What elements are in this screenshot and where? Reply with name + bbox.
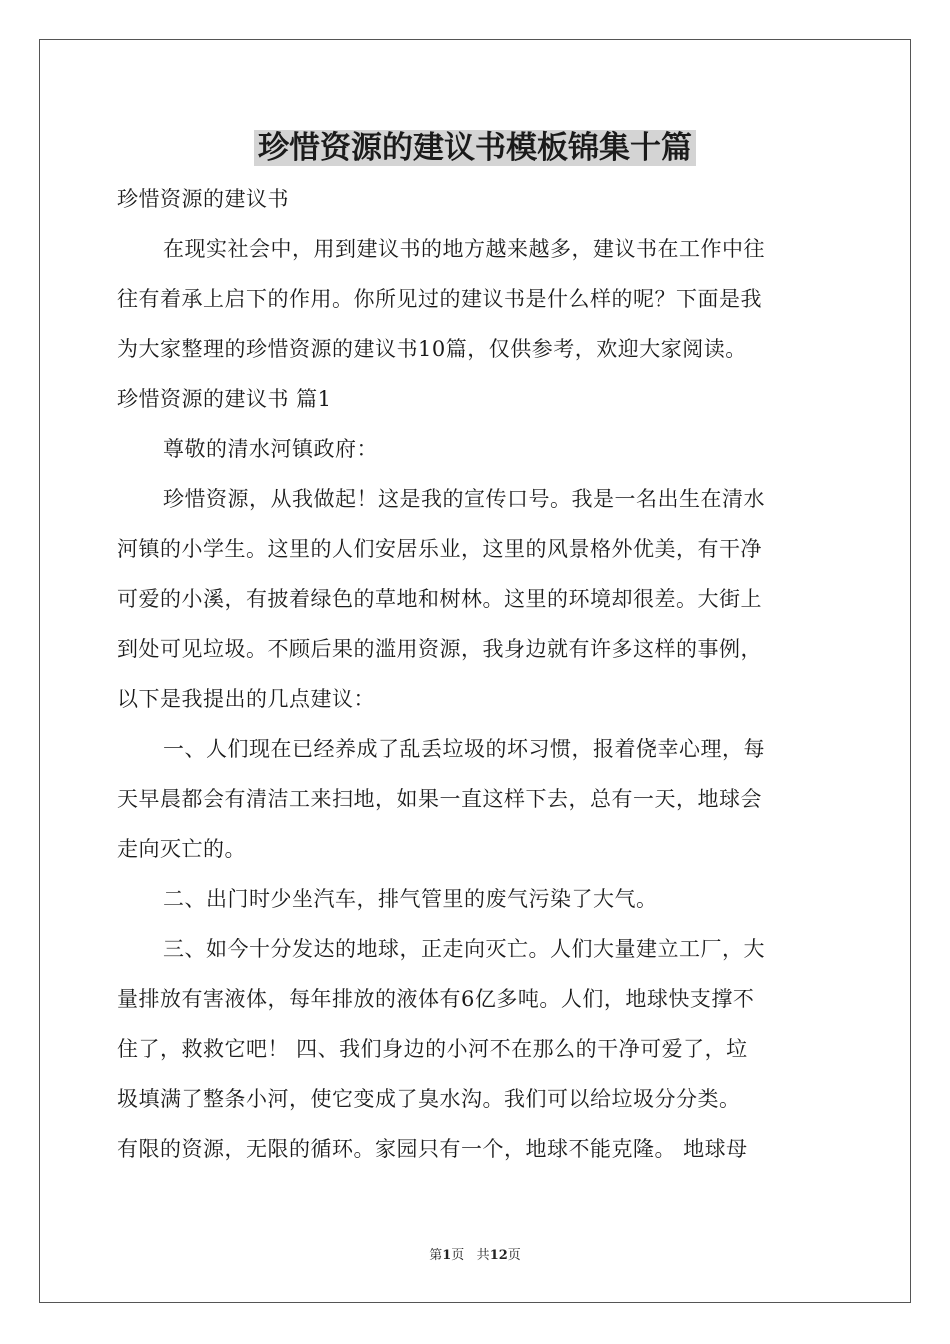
text-line: 以下是我提出的几点建议： bbox=[117, 687, 375, 711]
text-line: 河镇的小学生。这里的人们安居乐业，这里的风景格外优美，有干净 bbox=[117, 537, 762, 561]
text-line: 圾填满了整条小河，使它变成了臭水沟。我们可以给垃圾分分类。 bbox=[117, 1087, 741, 1111]
text-line: 尊敬的清水河镇政府： bbox=[163, 437, 378, 461]
text-line: 住了，救救它吧！ 四、我们身边的小河不在那么的干净可爱了，垃 bbox=[117, 1037, 748, 1061]
text-line: 三、如今十分发达的地球，正走向灭亡。人们大量建立工厂，大 bbox=[163, 937, 765, 961]
footer-total-suffix: 页 bbox=[507, 1248, 521, 1263]
text-line: 二、出门时少坐汽车，排气管里的废气污染了大气。 bbox=[163, 887, 658, 911]
text-line: 为大家整理的珍惜资源的建议书10篇，仅供参考，欢迎大家阅读。 bbox=[117, 337, 747, 361]
text-line: 往有着承上启下的作用。你所见过的建议书是什么样的呢？下面是我 bbox=[117, 287, 762, 311]
text-line: 走向灭亡的。 bbox=[117, 837, 246, 861]
text-line: 珍惜资源的建议书 篇1 bbox=[117, 387, 332, 411]
text-line: 在现实社会中，用到建议书的地方越来越多，建议书在工作中往 bbox=[163, 237, 765, 261]
text-line: 到处可见垃圾。不顾后果的滥用资源，我身边就有许多这样的事例， bbox=[117, 637, 762, 661]
text-line: 可爱的小溪，有披着绿色的草地和树林。这里的环境却很差。大街上 bbox=[117, 587, 762, 611]
footer-page-suffix: 页 bbox=[451, 1248, 465, 1263]
page-footer bbox=[0, 1246, 950, 1266]
footer-page-total: 12 bbox=[489, 1248, 508, 1263]
text-line: 量排放有害液体，每年排放的液体有6亿多吨。人们，地球快支撑不 bbox=[117, 987, 755, 1011]
text-line: 珍惜资源的建议书 bbox=[117, 187, 289, 211]
text-line: 珍惜资源，从我做起！这是我的宣传口号。我是一名出生在清水 bbox=[163, 487, 765, 511]
text-line: 天早晨都会有清洁工来扫地，如果一直这样下去，总有一天，地球会 bbox=[117, 787, 762, 811]
text-line: 有限的资源，无限的循环。家园只有一个，地球不能克隆。 地球母 bbox=[117, 1137, 748, 1161]
footer-page-current: 1 bbox=[442, 1248, 452, 1263]
text-line: 一、人们现在已经养成了乱丢垃圾的坏习惯，报着侥幸心理，每 bbox=[163, 737, 765, 761]
document-body bbox=[117, 174, 837, 1174]
footer-total-prefix: 共 bbox=[476, 1248, 490, 1263]
footer-page-prefix: 第 bbox=[429, 1248, 443, 1263]
document-title-text: 珍惜资源的建议书模板锦集十篇 bbox=[254, 130, 696, 166]
document-title bbox=[0, 126, 950, 170]
